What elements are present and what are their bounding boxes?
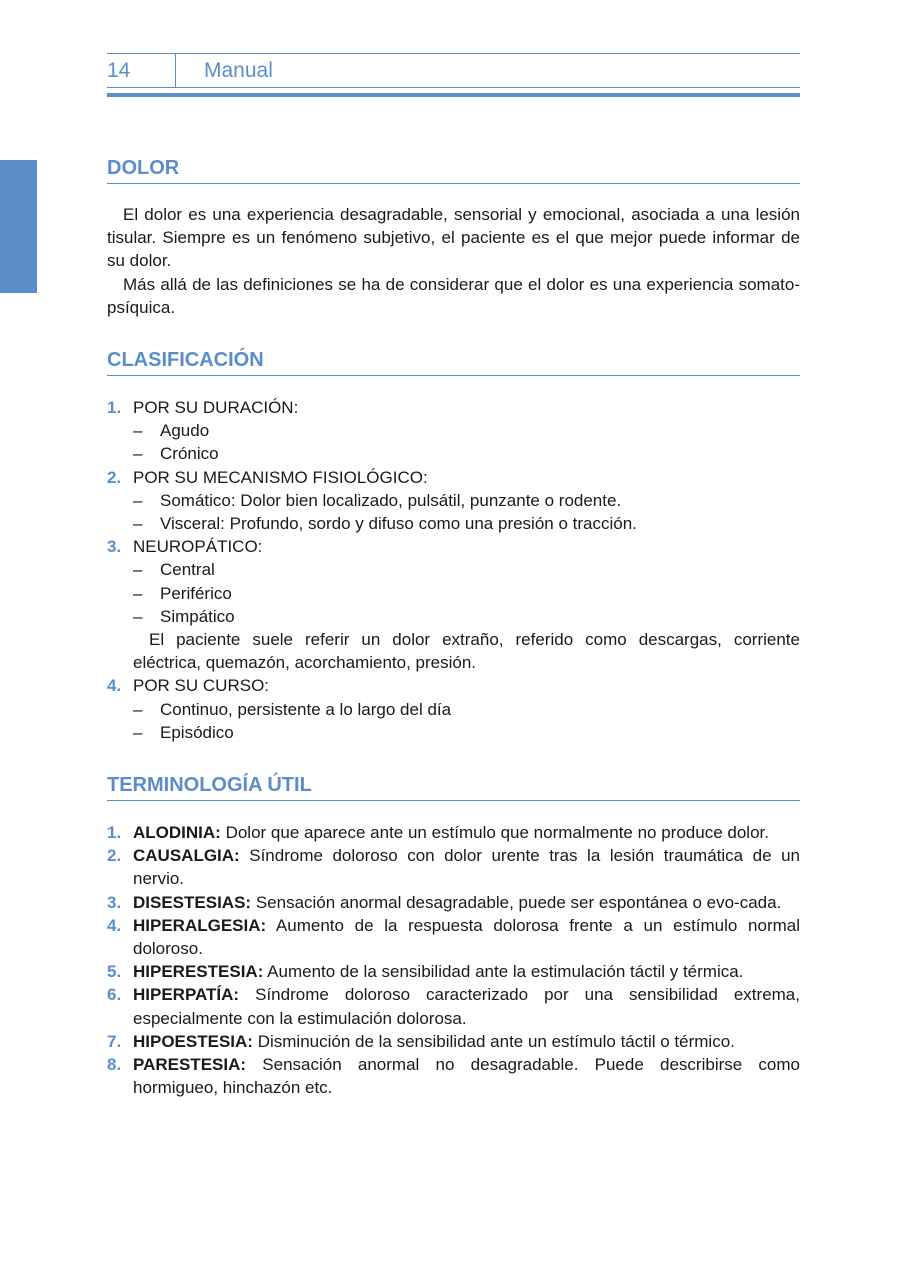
paragraph: El dolor es una experiencia desagradable, sensorial y emocional, asociada a una lesión tisular. Siempre es un fenómeno subjetivo, el paciente es el que mejor puede informar de su dolor.	[107, 205, 800, 271]
term: HIPERESTESIA:	[133, 962, 264, 982]
item-number: 3.	[107, 537, 122, 557]
term-definition: Dolor que aparece ante un estímulo que normalmente no produce dolor.	[225, 823, 769, 843]
term-item: 1. ALODINIA: Dolor que aparece ante un estímulo que normalmente no produce dolor.	[107, 823, 769, 843]
item-number: 4.	[107, 676, 122, 696]
item-label: NEUROPÁTICO:	[133, 537, 263, 557]
term-definition: Sensación anormal no desagradable. Puede describirse como hormigueo, hinchazón etc.	[133, 1055, 800, 1098]
term: DISESTESIAS:	[133, 892, 252, 912]
item-label: POR SU CURSO:	[133, 676, 270, 696]
term-definition: Síndrome doloroso caracterizado por una sensibilidad extrema, especialmente con la estimulación dolorosa.	[133, 985, 800, 1028]
section-heading-terminologia: TERMINOLOGÍA ÚTIL	[107, 772, 800, 801]
sub-item: – Periférico	[133, 583, 232, 603]
term: HIPERPATÍA:	[133, 985, 240, 1005]
term-item: 3. DISESTESIAS: Sensación anormal desagradable, puede ser espontánea o evo-cada.	[107, 892, 782, 912]
term: ALODINIA:	[133, 823, 221, 843]
term-item: 6. HIPERPATÍA: Síndrome doloroso caracterizado por una sensibilidad extrema, especialmente con la estimulación dolorosa.	[107, 985, 800, 1028]
page-header	[107, 53, 800, 88]
sub-item: – Episódico	[133, 722, 234, 742]
sub-item: – Visceral: Profundo, sordo y difuso como una presión o tracción.	[133, 514, 637, 534]
sub-item: – Central	[133, 560, 215, 580]
paragraph: Más allá de las definiciones se ha de considerar que el dolor es una experiencia somato-psíquica.	[107, 274, 800, 317]
page-number: 14	[107, 59, 131, 82]
sub-item: – Agudo	[133, 421, 210, 441]
sub-item: – Simpático	[133, 606, 235, 626]
term-item: 2. CAUSALGIA: Síndrome doloroso con dolor urente tras la lesión traumática de un nervio.	[107, 846, 800, 889]
term-item: 8. PARESTESIA: Sensación anormal no desagradable. Puede describirse como hormigueo, hinchazón etc.	[107, 1055, 800, 1098]
term: PARESTESIA:	[133, 1055, 247, 1075]
item-number: 2.	[107, 467, 122, 487]
sub-item: – Crónico	[133, 444, 219, 464]
section-heading-dolor: DOLOR	[107, 155, 800, 184]
list-item	[107, 466, 800, 536]
list-item	[107, 535, 800, 674]
term-definition: Disminución de la sensibilidad ante un estímulo táctil o térmico.	[257, 1031, 735, 1051]
term: HIPOESTESIA:	[133, 1031, 253, 1051]
item-number: 1.	[107, 398, 122, 418]
term: HIPERALGESIA:	[133, 915, 267, 935]
item-label: POR SU MECANISMO FISIOLÓGICO:	[133, 467, 428, 487]
item-label: POR SU DURACIÓN:	[133, 398, 299, 418]
sub-item: – Continuo, persistente a lo largo del día	[133, 699, 452, 719]
terminology-list	[107, 821, 800, 1099]
list-item	[107, 674, 800, 744]
term-item: 5. HIPERESTESIA: Aumento de la sensibilidad ante la estimulación táctil y térmica.	[107, 962, 744, 982]
term: CAUSALGIA:	[133, 846, 240, 866]
running-title: Manual	[204, 59, 273, 82]
term-definition: Aumento de la respuesta dolorosa frente a un estímulo normal doloroso.	[133, 915, 800, 959]
section-dolor	[107, 155, 800, 319]
term-definition: Sensación anormal desagradable, puede ser espontánea o evo-cada.	[255, 892, 782, 912]
page-content	[107, 155, 800, 1100]
term-definition: Síndrome doloroso con dolor urente tras la lesión traumática de un nervio.	[133, 846, 800, 889]
item-note: El paciente suele referir un dolor extraño, referido como descargas, corriente eléctrica, quemazón, acorchamiento, presión.	[133, 630, 800, 673]
term-definition: Aumento de la sensibilidad ante la estimulación táctil y térmica.	[267, 962, 744, 982]
side-tab	[0, 160, 37, 293]
header-divider	[175, 54, 176, 87]
classification-list	[107, 396, 800, 744]
term-item: 4. HIPERALGESIA: Aumento de la respuesta dolorosa frente a un estímulo normal doloroso.	[107, 915, 800, 959]
header-rule	[107, 93, 800, 97]
list-item	[107, 396, 800, 466]
section-terminologia	[107, 772, 800, 1099]
section-clasificacion	[107, 347, 800, 744]
sub-item: – Somático: Dolor bien localizado, pulsátil, punzante o rodente.	[133, 490, 622, 510]
term-item: 7. HIPOESTESIA: Disminución de la sensibilidad ante un estímulo táctil o térmico.	[107, 1031, 735, 1051]
section-heading-clasificacion: CLASIFICACIÓN	[107, 347, 800, 376]
